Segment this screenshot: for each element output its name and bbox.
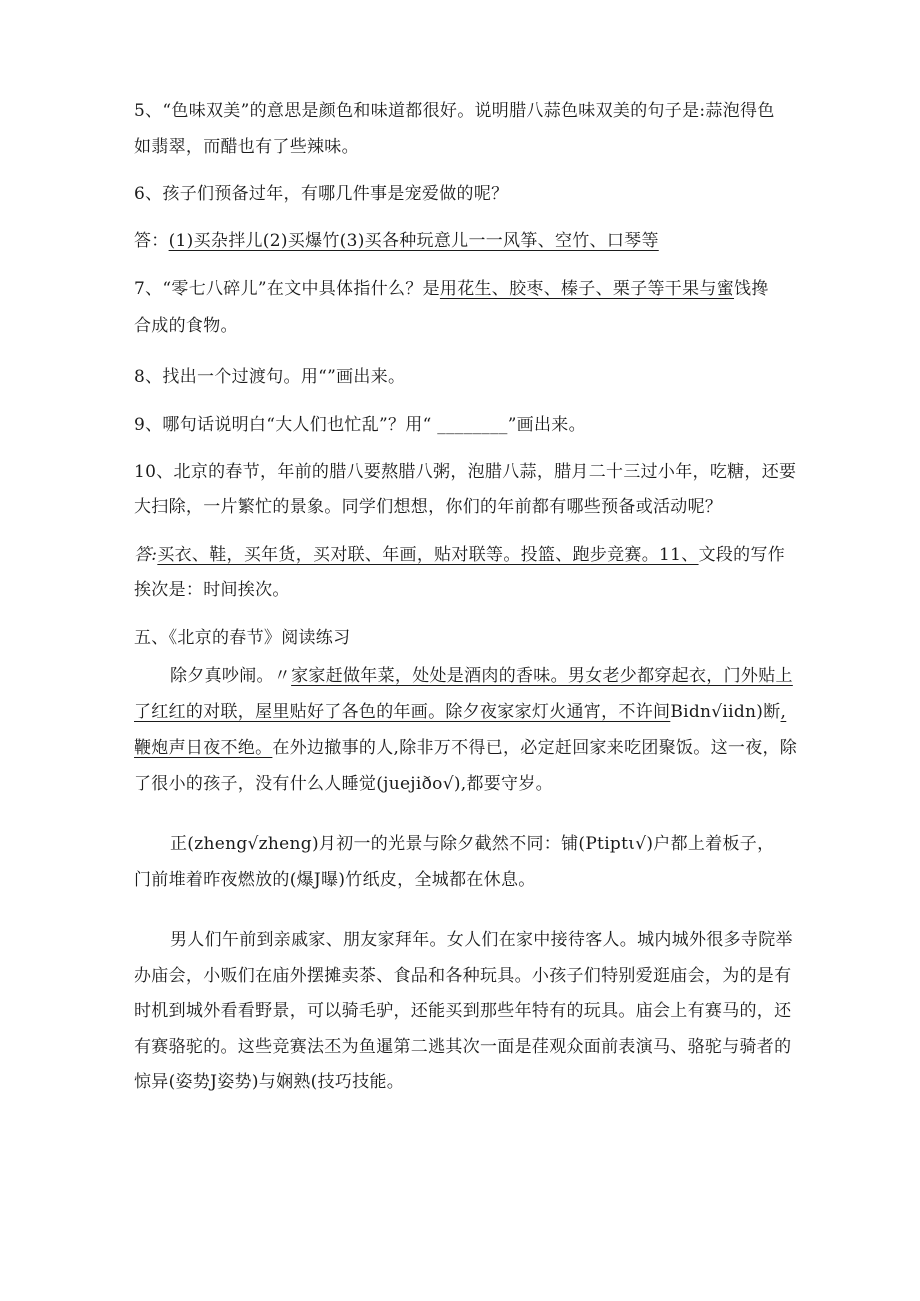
q10-answer <box>134 544 785 566</box>
para2-line-2: 门前堆着昨夜燃放的(爆J曝)竹纸皮，全城都在休息。 <box>134 870 536 890</box>
para1-l3-rest: 在外边撤事的人,除非万不得已，必定赶回家来吃团聚饭。这一夜，除 <box>272 738 798 758</box>
q8-text: 8、找出一个过渡句。用“”画出来。 <box>134 367 406 387</box>
para1-line-2 <box>134 701 786 723</box>
para1-l2-underlined: 了红红的对联，屋里贴好了各色的年画。除夕夜家家灯火通宵，不许间 <box>134 702 671 722</box>
q6-answer-text: (1)买杂拌儿(2)买爆竹(3)买各种玩意儿一一风筝、空竹、口琴等 <box>168 231 659 251</box>
para1-line-3 <box>134 737 797 759</box>
q7-rest: 饯搀 <box>734 279 769 299</box>
para1-l2-comma: , <box>780 702 787 722</box>
q10-answer-text: 买衣、鞋，买年货，买对联、年画，贴对联等。投篮、跑步竞赛。11、 <box>157 545 699 565</box>
para1-l1-underlined: 家家赶做年菜，处处是酒肉的香味。男女老少都穿起衣，门外贴上 <box>291 666 793 686</box>
q9-text: 9、哪句话说明白“大人们也忙乱”？用“ ________”画出来。 <box>134 415 586 435</box>
q10-line-2: 大扫除，一片繁忙的景象。同学们想想，你们的年前都有哪些预备或活动呢？ <box>134 497 723 517</box>
q5-line-2: 如翡翠，而醋也有了些辣味。 <box>134 137 359 157</box>
para3-line-4: 有赛骆驼的。这些竞赛法丕为鱼暹第二逃其次一面是荏观众面前表演马、骆驼与骑者的 <box>134 1037 792 1057</box>
q7-prefix: 7、“零七八碎儿”在文中具体指什么？是 <box>134 279 440 299</box>
q10-answer-prefix: 答: <box>134 545 158 565</box>
q6-question: 6、孩子们预备过年，有哪几件事是宠爱做的呢？ <box>134 184 509 204</box>
q7-line-2: 合成的食物。 <box>134 316 238 336</box>
para3-line-5: 惊异(姿势J姿势)与娴熟(技巧技能。 <box>134 1072 405 1092</box>
q7-underlined: 用花生、胶枣、榛子、栗子等干果与蜜 <box>439 279 735 299</box>
para1-line-4: 了很小的孩子，没有什么人睡觉(juejiðo√),都要守岁。 <box>134 774 553 794</box>
para1-line-1 <box>170 665 793 687</box>
q6-answer <box>134 230 659 252</box>
para3-line-3: 时机到城外看看野景，可以骑毛驴，还能买到那些年特有的玩具。庙会上有赛马的，还 <box>134 1001 792 1021</box>
q7-line-1 <box>134 278 769 300</box>
para3-line-1: 男人们午前到亲戚家、朋友家拜年。女人们在家中接待客人。城内城外很多寺院举 <box>170 930 793 950</box>
para1-l2-rest: Bidn√iidn)断 <box>670 702 781 722</box>
q10-answer-rest: 文段的写作 <box>698 545 786 565</box>
para1-l3-underlined: 鞭炮声日夜不绝。 <box>134 738 273 758</box>
q5-line-1: 5、“色味双美”的意思是颜色和味道都很好。说明腊八蒜色味双美的句子是:蒜泡得色 <box>134 101 775 121</box>
q10-line-4: 挨次是：时间挨次。 <box>134 580 290 600</box>
section-title: 五、《北京的春节》阅读练习 <box>134 628 351 648</box>
q6-answer-prefix: 答： <box>134 231 169 251</box>
para3-line-2: 办庙会，小贩们在庙外摆摊卖茶、食品和各种玩具。小孩子们特别爱逛庙会，为的是有 <box>134 966 792 986</box>
q10-line-1: 10、北京的春节，年前的腊八要熬腊八粥，泡腊八蒜，腊月二十三过小年，吃糖，还要 <box>134 462 797 482</box>
para1-l1-plain: 除夕真吵闹。〃 <box>170 666 292 686</box>
para2-line-1: 正(zheng√zheng)月初一的光景与除夕截然不同：铺(Ptiptι√)户都上着板子， <box>170 834 775 854</box>
